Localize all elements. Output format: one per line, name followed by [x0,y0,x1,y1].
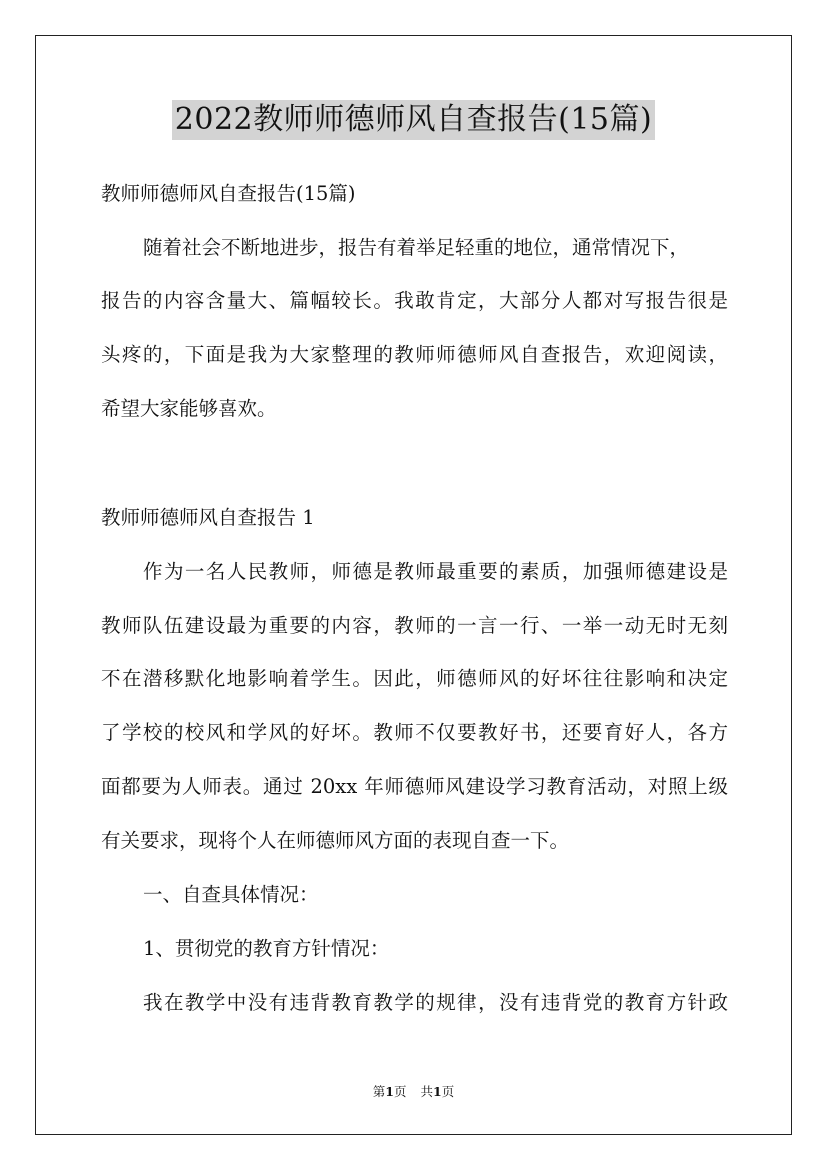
footer-page-label: 第 [372,1084,386,1099]
footer-page-number: 1 [385,1084,394,1099]
title-container [0,100,827,140]
body-line-5: 面都要为人师表。通过 20xx 年师德师风建设学习教育活动，对照上级 [101,775,728,798]
page-footer [0,1083,827,1101]
item-heading: 一、自查具体情况： [143,883,319,906]
footer-total-label: 共 [420,1084,434,1099]
intro-line-3: 头疼的，下面是我为大家整理的教师师德师风自查报告，欢迎阅读， [101,343,728,366]
footer-page-unit: 页 [393,1084,407,1099]
footer-total-unit: 页 [441,1084,455,1099]
document-subtitle: 教师师德师风自查报告(15篇) [101,182,356,205]
section-heading: 教师师德师风自查报告 1 [101,506,315,529]
sub-item-heading: 1、贯彻党的教育方针情况： [143,937,390,960]
body-line-1: 作为一名人民教师，师德是教师最重要的素质，加强师德建设是 [143,560,728,583]
intro-line-2: 报告的内容含量大、篇幅较长。我敢肯定，大部分人都对写报告很是 [101,289,728,312]
body-line-6: 有关要求，现将个人在师德师风方面的表现自查一下。 [101,829,570,852]
footer-total-number: 1 [433,1084,442,1099]
body-line-2: 教师队伍建设最为重要的内容，教师的一言一行、一举一动无时无刻 [101,614,728,637]
intro-line-1: 随着社会不断地进步，报告有着举足轻重的地位，通常情况下， [143,236,690,259]
intro-line-4: 希望大家能够喜欢。 [101,397,277,420]
document-title: 2022教师师德师风自查报告(15篇) [172,100,655,140]
body-line-3: 不在潜移默化地影响着学生。因此，师德师风的好坏往往影响和决定 [101,667,728,690]
body-last-line: 我在教学中没有违背教育教学的规律，没有违背党的教育方针政 [143,991,728,1014]
body-line-4: 了学校的校风和学风的好坏。教师不仅要教好书，还要育好人，各方 [101,721,728,744]
